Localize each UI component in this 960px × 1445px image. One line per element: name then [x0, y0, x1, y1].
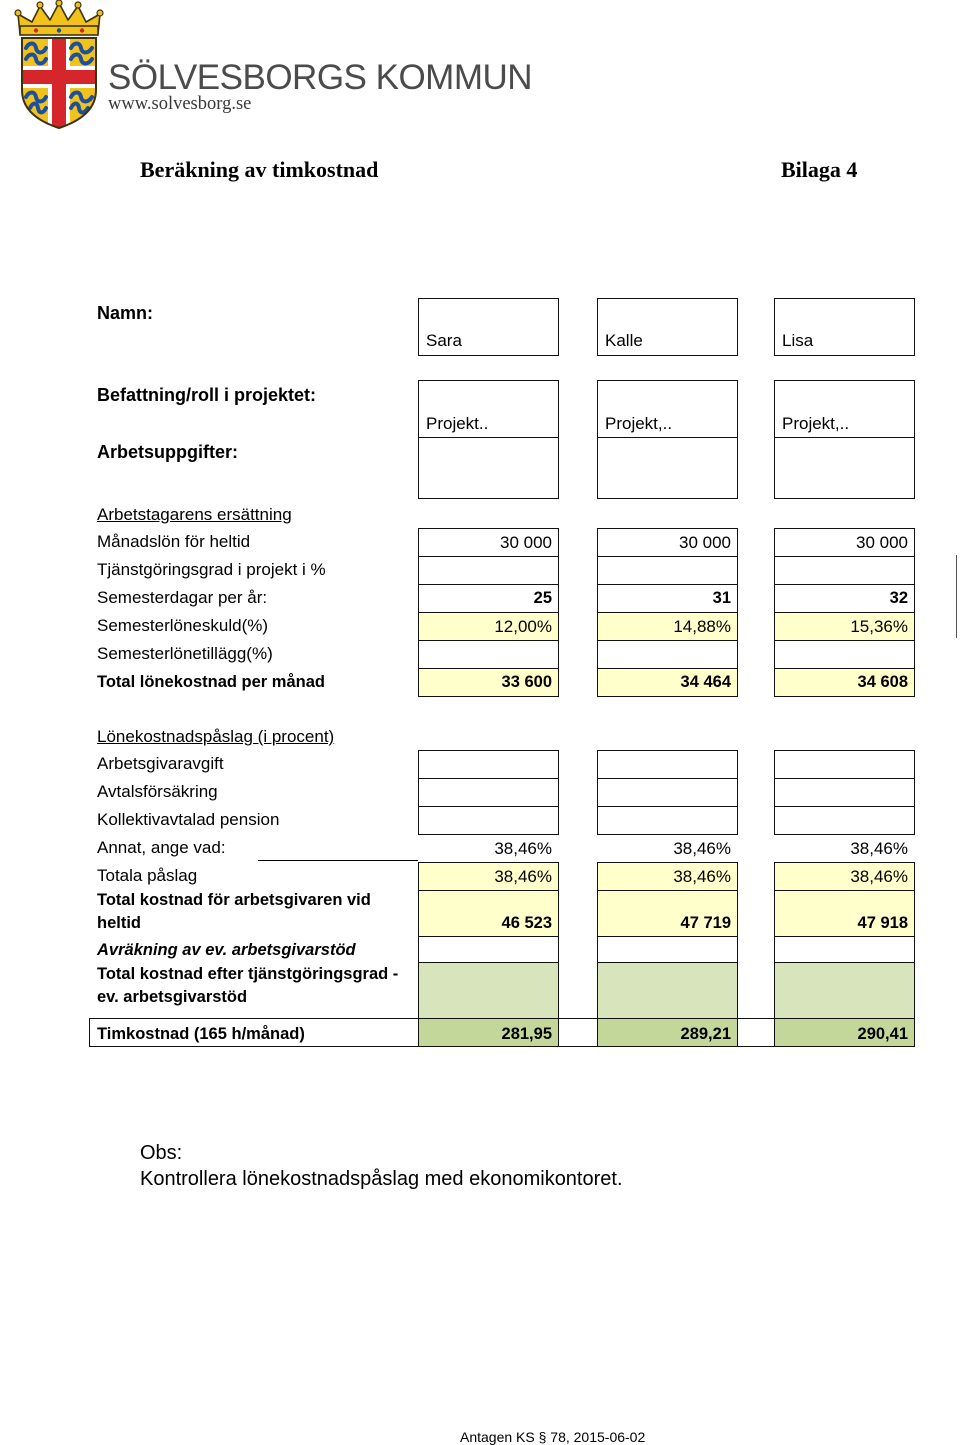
subsidy-deduction-cell-2 [597, 936, 738, 963]
employment-rate-cell-1 [418, 556, 559, 585]
name-cell-2: Kalle [597, 298, 738, 356]
vacation-pay-liability-value-1: 12,00% [418, 612, 559, 641]
compensation-heading: Arbetstagarens ersättning [97, 505, 292, 524]
other-surcharge-value-1: 38,46% [494, 839, 552, 858]
footer-adoption-note: Antagen KS § 78, 2015-06-02 [460, 1429, 646, 1445]
employer-contribution-cell-3 [774, 750, 915, 779]
other-surcharge-label: Annat, ange vad: [97, 838, 226, 857]
contract-insurance-cell-3 [774, 778, 915, 807]
employer-contribution-label: Arbetsgivaravgift [97, 754, 224, 773]
employment-rate-label: Tjänstgöringsgrad i projekt i % [97, 560, 326, 579]
employer-total-label-line-1: Total kostnad för arbetsgivaren vid [97, 891, 371, 909]
vacation-days-value-2: 31 [597, 584, 738, 613]
other-surcharge-value-2: 38,46% [673, 839, 731, 858]
shield-icon [20, 36, 98, 130]
pension-cell-1 [418, 806, 559, 835]
website-link: www.solvesborg.se [108, 94, 252, 114]
vacation-days-label: Semesterdagar per år: [97, 588, 268, 607]
municipality-name: SÖLVESBORGS KOMMUN [108, 58, 533, 97]
contract-insurance-label: Avtalsförsäkring [97, 782, 218, 801]
subsidy-deduction-cell-3 [774, 936, 915, 963]
role-cell-1: Projekt.. [418, 380, 559, 438]
tasks-label: Arbetsuppgifter: [97, 442, 238, 462]
hourly-cost-value-2: 289,21 [597, 1018, 738, 1047]
subsidy-deduction-cell-1 [418, 936, 559, 963]
total-surcharge-value-3: 38,46% [774, 862, 915, 891]
hourly-cost-value-3: 290,41 [774, 1018, 915, 1047]
crown-icon [15, 0, 103, 35]
page-title: Beräkning av timkostnad [140, 157, 379, 182]
employer-total-value-2: 47 719 [597, 890, 738, 937]
vacation-pay-liability-value-2: 14,88% [597, 612, 738, 641]
vacation-pay-supplement-cell-3 [774, 640, 915, 669]
after-rate-cell-2 [597, 962, 738, 1019]
monthly-salary-value-2: 30 000 [597, 528, 738, 557]
role-label: Befattning/roll i projektet: [97, 385, 317, 405]
vacation-days-value-1: 25 [418, 584, 559, 613]
employer-total-label-line-2: heltid [97, 914, 141, 932]
role-cell-2: Projekt,.. [597, 380, 738, 438]
other-surcharge-fill-line [258, 860, 418, 861]
total-monthly-cost-label: Total lönekostnad per månad [97, 673, 325, 691]
after-rate-cell-1 [418, 962, 559, 1019]
vacation-pay-supplement-cell-1 [418, 640, 559, 669]
hourly-cost-label: Timkostnad (165 h/månad) [97, 1025, 305, 1043]
vacation-days-value-3: 32 [774, 584, 915, 613]
monthly-salary-value-3: 30 000 [774, 528, 915, 557]
total-monthly-cost-value-1: 33 600 [418, 668, 559, 697]
vacation-pay-supplement-label: Semesterlönetillägg(%) [97, 644, 273, 663]
total-surcharge-value-1: 38,46% [418, 862, 559, 891]
contract-insurance-cell-2 [597, 778, 738, 807]
employment-rate-cell-2 [597, 556, 738, 585]
contract-insurance-cell-1 [418, 778, 559, 807]
monthly-salary-label: Månadslön för heltid [97, 532, 251, 551]
coat-of-arms-icon [6, 0, 112, 130]
total-surcharge-value-2: 38,46% [597, 862, 738, 891]
after-rate-cell-3 [774, 962, 915, 1019]
total-monthly-cost-value-3: 34 608 [774, 668, 915, 697]
note-heading: Obs: [140, 1142, 183, 1164]
edge-line [956, 555, 957, 638]
after-rate-label-line-1: Total kostnad efter tjänstgöringsgrad - [97, 965, 399, 983]
name-cell-3: Lisa [774, 298, 915, 356]
attachment-label: Bilaga 4 [781, 157, 858, 182]
total-surcharge-label: Totala påslag [97, 866, 198, 885]
after-rate-label-line-2: ev. arbetsgivarstöd [97, 988, 248, 1006]
employer-total-value-3: 47 918 [774, 890, 915, 937]
name-label: Namn: [97, 303, 154, 323]
employer-contribution-cell-1 [418, 750, 559, 779]
surcharges-heading: Lönekostnadspåslag (i procent) [97, 727, 335, 746]
vacation-pay-supplement-cell-2 [597, 640, 738, 669]
tasks-cell-3 [774, 437, 915, 499]
role-cell-3: Projekt,.. [774, 380, 915, 438]
pension-label: Kollektivavtalad pension [97, 810, 280, 829]
subsidy-deduction-label: Avräkning av ev. arbetsgivarstöd [97, 941, 356, 959]
vacation-pay-liability-value-3: 15,36% [774, 612, 915, 641]
total-monthly-cost-value-2: 34 464 [597, 668, 738, 697]
pension-cell-2 [597, 806, 738, 835]
tasks-cell-2 [597, 437, 738, 499]
other-surcharge-value-3: 38,46% [850, 839, 908, 858]
employer-total-value-1: 46 523 [418, 890, 559, 937]
tasks-cell-1 [418, 437, 559, 499]
name-cell-1: Sara [418, 298, 559, 356]
pension-cell-3 [774, 806, 915, 835]
monthly-salary-value-1: 30 000 [418, 528, 559, 557]
hourly-cost-value-1: 281,95 [418, 1018, 559, 1047]
employment-rate-cell-3 [774, 556, 915, 585]
employer-contribution-cell-2 [597, 750, 738, 779]
note-text: Kontrollera lönekostnadspåslag med ekonomikontoret. [140, 1168, 623, 1190]
vacation-pay-liability-label: Semesterlöneskuld(%) [97, 616, 269, 635]
